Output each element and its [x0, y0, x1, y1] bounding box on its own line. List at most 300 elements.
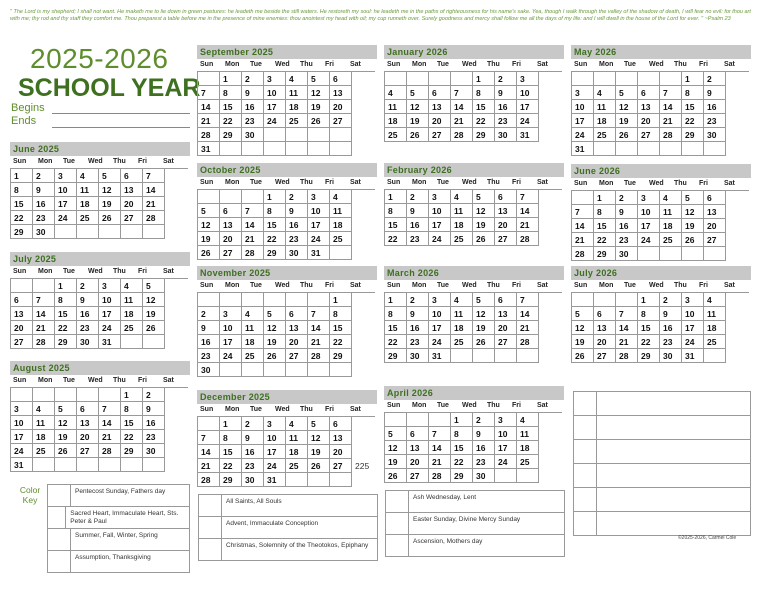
day-cell[interactable]: 16 [407, 321, 429, 335]
day-cell[interactable]: 19 [308, 445, 330, 459]
day-cell[interactable]: 27 [330, 459, 352, 473]
day-cell[interactable]: 4 [385, 86, 407, 100]
day-cell[interactable]: 19 [572, 335, 594, 349]
day-cell[interactable]: 19 [99, 197, 121, 211]
day-cell[interactable]: 19 [143, 307, 165, 321]
day-cell[interactable]: 11 [77, 183, 99, 197]
day-cell[interactable]: 20 [495, 321, 517, 335]
day-cell[interactable]: 22 [121, 430, 143, 444]
day-cell[interactable]: 22 [385, 335, 407, 349]
day-cell[interactable]: 31 [198, 142, 220, 156]
day-cell[interactable]: 3 [264, 72, 286, 86]
day-cell[interactable]: 6 [638, 86, 660, 100]
day-cell[interactable]: 20 [121, 197, 143, 211]
day-cell[interactable]: 4 [121, 279, 143, 293]
day-cell[interactable]: 2 [616, 191, 638, 205]
day-cell[interactable]: 11 [286, 86, 308, 100]
day-cell[interactable]: 29 [55, 335, 77, 349]
day-cell[interactable]: 27 [121, 211, 143, 225]
day-cell[interactable]: 2 [407, 293, 429, 307]
day-cell[interactable]: 20 [638, 114, 660, 128]
day-cell[interactable]: 6 [407, 427, 429, 441]
day-cell[interactable]: 23 [33, 211, 55, 225]
day-cell[interactable]: 19 [264, 335, 286, 349]
day-cell[interactable]: 3 [264, 417, 286, 431]
day-cell[interactable]: 10 [308, 204, 330, 218]
day-cell[interactable]: 8 [330, 307, 352, 321]
day-cell[interactable]: 28 [198, 128, 220, 142]
day-cell[interactable]: 29 [264, 246, 286, 260]
day-cell[interactable]: 23 [77, 321, 99, 335]
day-cell[interactable]: 4 [594, 86, 616, 100]
day-cell[interactable]: 30 [704, 128, 726, 142]
day-cell[interactable]: 10 [638, 205, 660, 219]
day-cell[interactable]: 31 [517, 128, 539, 142]
day-cell[interactable]: 19 [385, 455, 407, 469]
day-cell[interactable]: 26 [99, 211, 121, 225]
day-cell[interactable]: 26 [264, 349, 286, 363]
day-cell[interactable]: 11 [385, 100, 407, 114]
day-cell[interactable]: 24 [638, 233, 660, 247]
day-cell[interactable]: 15 [220, 100, 242, 114]
day-cell[interactable]: 11 [121, 293, 143, 307]
day-cell[interactable]: 12 [473, 204, 495, 218]
day-cell[interactable]: 6 [77, 402, 99, 416]
day-cell[interactable]: 9 [77, 293, 99, 307]
day-cell[interactable]: 13 [11, 307, 33, 321]
ends-line[interactable] [52, 127, 190, 128]
day-cell[interactable]: 2 [704, 72, 726, 86]
day-cell[interactable]: 20 [220, 232, 242, 246]
day-cell[interactable]: 8 [121, 402, 143, 416]
day-cell[interactable]: 9 [242, 86, 264, 100]
day-cell[interactable]: 12 [99, 183, 121, 197]
day-cell[interactable]: 25 [242, 349, 264, 363]
day-cell[interactable]: 9 [616, 205, 638, 219]
day-cell[interactable]: 5 [55, 402, 77, 416]
day-cell[interactable]: 9 [198, 321, 220, 335]
day-cell[interactable]: 29 [638, 349, 660, 363]
day-cell[interactable]: 7 [242, 204, 264, 218]
day-cell[interactable]: 2 [143, 388, 165, 402]
day-cell[interactable]: 22 [330, 335, 352, 349]
day-cell[interactable]: 17 [308, 218, 330, 232]
day-cell[interactable]: 13 [330, 86, 352, 100]
day-cell[interactable]: 1 [638, 293, 660, 307]
day-cell[interactable]: 9 [286, 204, 308, 218]
day-cell[interactable]: 25 [33, 444, 55, 458]
day-cell[interactable]: 12 [308, 86, 330, 100]
day-cell[interactable]: 21 [99, 430, 121, 444]
day-cell[interactable]: 18 [242, 335, 264, 349]
day-cell[interactable]: 2 [242, 417, 264, 431]
day-cell[interactable]: 21 [242, 232, 264, 246]
day-cell[interactable]: 17 [638, 219, 660, 233]
day-cell[interactable]: 3 [429, 293, 451, 307]
day-cell[interactable]: 11 [330, 204, 352, 218]
day-cell[interactable]: 30 [77, 335, 99, 349]
day-cell[interactable]: 9 [242, 431, 264, 445]
day-cell[interactable]: 1 [330, 293, 352, 307]
day-cell[interactable]: 22 [11, 211, 33, 225]
day-cell[interactable]: 28 [99, 444, 121, 458]
day-cell[interactable]: 3 [572, 86, 594, 100]
day-cell[interactable]: 4 [451, 293, 473, 307]
day-cell[interactable]: 28 [451, 128, 473, 142]
day-cell[interactable]: 16 [143, 416, 165, 430]
day-cell[interactable]: 6 [121, 169, 143, 183]
day-cell[interactable]: 24 [220, 349, 242, 363]
day-cell[interactable]: 10 [264, 86, 286, 100]
day-cell[interactable]: 31 [682, 349, 704, 363]
day-cell[interactable]: 25 [594, 128, 616, 142]
day-cell[interactable]: 26 [473, 232, 495, 246]
day-cell[interactable]: 23 [495, 114, 517, 128]
day-cell[interactable]: 1 [385, 190, 407, 204]
day-cell[interactable]: 16 [242, 445, 264, 459]
day-cell[interactable]: 1 [220, 72, 242, 86]
day-cell[interactable]: 13 [594, 321, 616, 335]
day-cell[interactable]: 7 [517, 190, 539, 204]
day-cell[interactable]: 30 [473, 469, 495, 483]
day-cell[interactable]: 16 [616, 219, 638, 233]
day-cell[interactable]: 11 [33, 416, 55, 430]
day-cell[interactable]: 11 [704, 307, 726, 321]
day-cell[interactable]: 27 [330, 114, 352, 128]
day-cell[interactable]: 9 [407, 307, 429, 321]
day-cell[interactable]: 12 [385, 441, 407, 455]
day-cell[interactable]: 11 [286, 431, 308, 445]
day-cell[interactable]: 6 [495, 293, 517, 307]
day-cell[interactable]: 8 [594, 205, 616, 219]
day-cell[interactable]: 15 [11, 197, 33, 211]
day-cell[interactable]: 5 [473, 190, 495, 204]
day-cell[interactable]: 27 [286, 349, 308, 363]
day-cell[interactable]: 23 [143, 430, 165, 444]
day-cell[interactable]: 23 [198, 349, 220, 363]
day-cell[interactable]: 27 [495, 335, 517, 349]
day-cell[interactable]: 2 [495, 72, 517, 86]
day-cell[interactable]: 18 [660, 219, 682, 233]
day-cell[interactable]: 2 [473, 413, 495, 427]
day-cell[interactable]: 21 [198, 459, 220, 473]
day-cell[interactable]: 1 [11, 169, 33, 183]
day-cell[interactable]: 27 [429, 128, 451, 142]
day-cell[interactable]: 29 [594, 247, 616, 261]
day-cell[interactable]: 2 [242, 72, 264, 86]
day-cell[interactable]: 15 [638, 321, 660, 335]
day-cell[interactable]: 26 [407, 128, 429, 142]
day-cell[interactable]: 1 [682, 72, 704, 86]
day-cell[interactable]: 23 [473, 455, 495, 469]
day-cell[interactable]: 5 [407, 86, 429, 100]
day-cell[interactable]: 17 [11, 430, 33, 444]
day-cell[interactable]: 26 [143, 321, 165, 335]
day-cell[interactable]: 28 [143, 211, 165, 225]
day-cell[interactable]: 9 [704, 86, 726, 100]
day-cell[interactable]: 17 [682, 321, 704, 335]
day-cell[interactable]: 27 [704, 233, 726, 247]
day-cell[interactable]: 30 [143, 444, 165, 458]
day-cell[interactable]: 5 [198, 204, 220, 218]
day-cell[interactable]: 13 [638, 100, 660, 114]
day-cell[interactable]: 20 [330, 100, 352, 114]
day-cell[interactable]: 13 [495, 204, 517, 218]
day-cell[interactable]: 16 [198, 335, 220, 349]
day-cell[interactable]: 28 [660, 128, 682, 142]
day-cell[interactable]: 13 [704, 205, 726, 219]
day-cell[interactable]: 14 [451, 100, 473, 114]
day-cell[interactable]: 4 [330, 190, 352, 204]
day-cell[interactable]: 9 [495, 86, 517, 100]
day-cell[interactable]: 24 [572, 128, 594, 142]
day-cell[interactable]: 15 [220, 445, 242, 459]
day-cell[interactable]: 19 [55, 430, 77, 444]
day-cell[interactable]: 2 [198, 307, 220, 321]
day-cell[interactable]: 25 [517, 455, 539, 469]
day-cell[interactable]: 24 [264, 114, 286, 128]
day-cell[interactable]: 8 [638, 307, 660, 321]
day-cell[interactable]: 13 [407, 441, 429, 455]
day-cell[interactable]: 7 [451, 86, 473, 100]
day-cell[interactable]: 16 [704, 100, 726, 114]
day-cell[interactable]: 23 [407, 232, 429, 246]
day-cell[interactable]: 6 [594, 307, 616, 321]
day-cell[interactable]: 24 [99, 321, 121, 335]
day-cell[interactable]: 1 [220, 417, 242, 431]
day-cell[interactable]: 22 [220, 459, 242, 473]
day-cell[interactable]: 18 [385, 114, 407, 128]
day-cell[interactable]: 19 [407, 114, 429, 128]
day-cell[interactable]: 18 [286, 445, 308, 459]
day-cell[interactable]: 27 [77, 444, 99, 458]
day-cell[interactable]: 24 [55, 211, 77, 225]
day-cell[interactable]: 13 [286, 321, 308, 335]
day-cell[interactable]: 6 [429, 86, 451, 100]
day-cell[interactable]: 6 [330, 417, 352, 431]
day-cell[interactable]: 25 [330, 232, 352, 246]
day-cell[interactable]: 4 [77, 169, 99, 183]
day-cell[interactable]: 30 [242, 473, 264, 487]
day-cell[interactable]: 12 [407, 100, 429, 114]
day-cell[interactable]: 28 [572, 247, 594, 261]
day-cell[interactable]: 24 [11, 444, 33, 458]
day-cell[interactable]: 3 [429, 190, 451, 204]
day-cell[interactable]: 27 [638, 128, 660, 142]
day-cell[interactable]: 20 [286, 335, 308, 349]
day-cell[interactable]: 2 [660, 293, 682, 307]
day-cell[interactable]: 13 [495, 307, 517, 321]
day-cell[interactable]: 18 [704, 321, 726, 335]
day-cell[interactable]: 20 [429, 114, 451, 128]
day-cell[interactable]: 28 [33, 335, 55, 349]
day-cell[interactable]: 14 [308, 321, 330, 335]
day-cell[interactable]: 24 [517, 114, 539, 128]
day-cell[interactable]: 14 [572, 219, 594, 233]
day-cell[interactable]: 12 [55, 416, 77, 430]
day-cell[interactable]: 6 [286, 307, 308, 321]
day-cell[interactable]: 23 [286, 232, 308, 246]
day-cell[interactable]: 14 [33, 307, 55, 321]
day-cell[interactable]: 27 [11, 335, 33, 349]
day-cell[interactable]: 15 [264, 218, 286, 232]
day-cell[interactable]: 23 [704, 114, 726, 128]
day-cell[interactable]: 8 [385, 204, 407, 218]
day-cell[interactable]: 18 [77, 197, 99, 211]
day-cell[interactable]: 15 [451, 441, 473, 455]
day-cell[interactable]: 21 [660, 114, 682, 128]
day-cell[interactable]: 12 [572, 321, 594, 335]
day-cell[interactable]: 20 [11, 321, 33, 335]
day-cell[interactable]: 18 [33, 430, 55, 444]
day-cell[interactable]: 29 [682, 128, 704, 142]
day-cell[interactable]: 8 [220, 431, 242, 445]
day-cell[interactable]: 15 [385, 218, 407, 232]
day-cell[interactable]: 2 [407, 190, 429, 204]
day-cell[interactable]: 28 [517, 232, 539, 246]
day-cell[interactable]: 1 [594, 191, 616, 205]
day-cell[interactable]: 31 [264, 473, 286, 487]
day-cell[interactable]: 27 [594, 349, 616, 363]
day-cell[interactable]: 8 [451, 427, 473, 441]
day-cell[interactable]: 28 [198, 473, 220, 487]
day-cell[interactable]: 22 [682, 114, 704, 128]
day-cell[interactable]: 4 [704, 293, 726, 307]
day-cell[interactable]: 4 [33, 402, 55, 416]
day-cell[interactable]: 27 [495, 232, 517, 246]
day-cell[interactable]: 14 [99, 416, 121, 430]
day-cell[interactable]: 30 [495, 128, 517, 142]
day-cell[interactable]: 22 [55, 321, 77, 335]
day-cell[interactable]: 24 [429, 335, 451, 349]
day-cell[interactable]: 17 [572, 114, 594, 128]
day-cell[interactable]: 23 [616, 233, 638, 247]
day-cell[interactable]: 21 [517, 218, 539, 232]
day-cell[interactable]: 25 [451, 335, 473, 349]
day-cell[interactable]: 4 [286, 417, 308, 431]
day-cell[interactable]: 10 [517, 86, 539, 100]
day-cell[interactable]: 18 [286, 100, 308, 114]
day-cell[interactable]: 17 [55, 197, 77, 211]
day-cell[interactable]: 14 [517, 204, 539, 218]
day-cell[interactable]: 8 [385, 307, 407, 321]
day-cell[interactable]: 19 [198, 232, 220, 246]
day-cell[interactable]: 31 [308, 246, 330, 260]
day-cell[interactable]: 17 [517, 100, 539, 114]
day-cell[interactable]: 13 [429, 100, 451, 114]
day-cell[interactable]: 15 [121, 416, 143, 430]
day-cell[interactable]: 26 [473, 335, 495, 349]
day-cell[interactable]: 31 [429, 349, 451, 363]
day-cell[interactable]: 6 [330, 72, 352, 86]
day-cell[interactable]: 10 [220, 321, 242, 335]
day-cell[interactable]: 25 [121, 321, 143, 335]
day-cell[interactable]: 21 [517, 321, 539, 335]
day-cell[interactable]: 4 [660, 191, 682, 205]
day-cell[interactable]: 7 [517, 293, 539, 307]
day-cell[interactable]: 5 [308, 417, 330, 431]
day-cell[interactable]: 10 [11, 416, 33, 430]
day-cell[interactable]: 8 [473, 86, 495, 100]
day-cell[interactable]: 3 [11, 402, 33, 416]
day-cell[interactable]: 26 [198, 246, 220, 260]
day-cell[interactable]: 15 [55, 307, 77, 321]
day-cell[interactable]: 26 [682, 233, 704, 247]
day-cell[interactable]: 12 [264, 321, 286, 335]
day-cell[interactable]: 4 [517, 413, 539, 427]
day-cell[interactable]: 7 [429, 427, 451, 441]
day-cell[interactable]: 14 [660, 100, 682, 114]
day-cell[interactable]: 19 [308, 100, 330, 114]
day-cell[interactable]: 26 [385, 469, 407, 483]
day-cell[interactable]: 7 [572, 205, 594, 219]
day-cell[interactable]: 9 [33, 183, 55, 197]
day-cell[interactable]: 10 [264, 431, 286, 445]
day-cell[interactable]: 7 [198, 431, 220, 445]
day-cell[interactable]: 11 [660, 205, 682, 219]
day-cell[interactable]: 24 [264, 459, 286, 473]
day-cell[interactable]: 11 [594, 100, 616, 114]
day-cell[interactable]: 20 [77, 430, 99, 444]
day-cell[interactable]: 7 [308, 307, 330, 321]
day-cell[interactable]: 5 [264, 307, 286, 321]
day-cell[interactable]: 16 [495, 100, 517, 114]
day-cell[interactable]: 25 [286, 459, 308, 473]
day-cell[interactable]: 8 [55, 293, 77, 307]
day-cell[interactable]: 5 [385, 427, 407, 441]
day-cell[interactable]: 11 [517, 427, 539, 441]
day-cell[interactable]: 15 [385, 321, 407, 335]
day-cell[interactable]: 21 [451, 114, 473, 128]
day-cell[interactable]: 16 [242, 100, 264, 114]
day-cell[interactable]: 26 [55, 444, 77, 458]
day-cell[interactable]: 9 [143, 402, 165, 416]
day-cell[interactable]: 24 [495, 455, 517, 469]
day-cell[interactable]: 30 [660, 349, 682, 363]
day-cell[interactable]: 10 [429, 307, 451, 321]
day-cell[interactable]: 15 [682, 100, 704, 114]
day-cell[interactable]: 29 [330, 349, 352, 363]
day-cell[interactable]: 3 [517, 72, 539, 86]
day-cell[interactable]: 21 [429, 455, 451, 469]
day-cell[interactable]: 22 [385, 232, 407, 246]
day-cell[interactable]: 10 [429, 204, 451, 218]
day-cell[interactable]: 29 [220, 473, 242, 487]
day-cell[interactable]: 16 [286, 218, 308, 232]
day-cell[interactable]: 5 [143, 279, 165, 293]
day-cell[interactable]: 17 [495, 441, 517, 455]
day-cell[interactable]: 20 [495, 218, 517, 232]
day-cell[interactable]: 1 [451, 413, 473, 427]
day-cell[interactable]: 4 [242, 307, 264, 321]
day-cell[interactable]: 15 [473, 100, 495, 114]
day-cell[interactable]: 16 [33, 197, 55, 211]
day-cell[interactable]: 24 [429, 232, 451, 246]
day-cell[interactable]: 15 [594, 219, 616, 233]
day-cell[interactable]: 22 [638, 335, 660, 349]
day-cell[interactable]: 30 [242, 128, 264, 142]
day-cell[interactable]: 12 [616, 100, 638, 114]
day-cell[interactable]: 13 [121, 183, 143, 197]
day-cell[interactable]: 21 [308, 335, 330, 349]
day-cell[interactable]: 4 [286, 72, 308, 86]
day-cell[interactable]: 22 [451, 455, 473, 469]
day-cell[interactable]: 17 [220, 335, 242, 349]
day-cell[interactable]: 29 [451, 469, 473, 483]
day-cell[interactable]: 2 [286, 190, 308, 204]
day-cell[interactable]: 14 [242, 218, 264, 232]
day-cell[interactable]: 22 [264, 232, 286, 246]
